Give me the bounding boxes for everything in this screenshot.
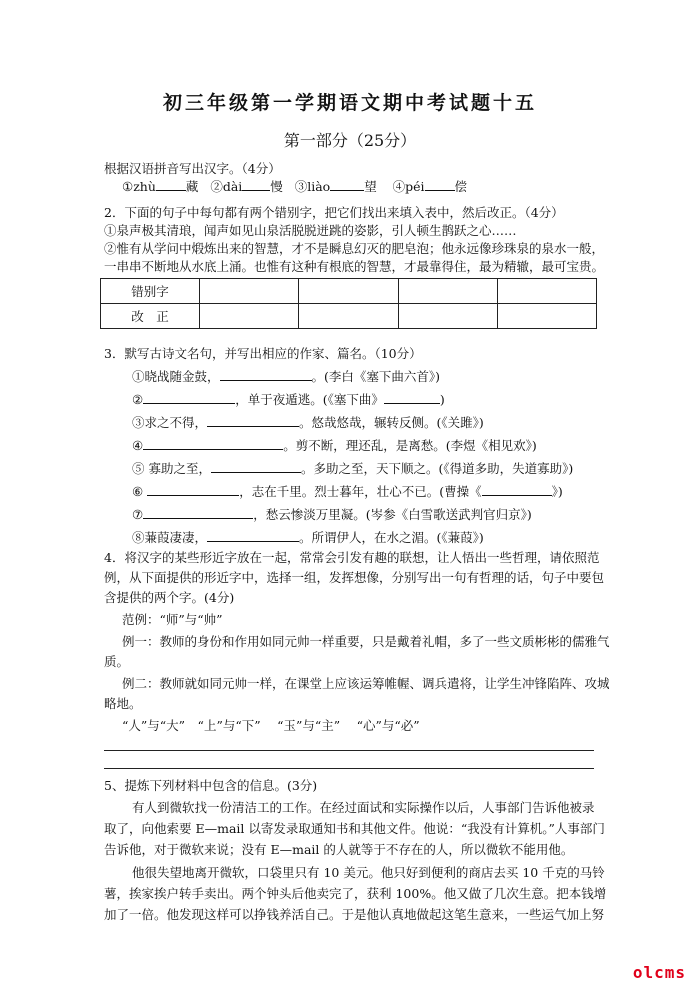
q1-item-1-pinyin: ①zhù	[122, 179, 156, 194]
q3-line-6	[132, 483, 632, 501]
q5-para-2-line-3: 加了一倍。他发现这样可以挣钱养活自己。于是他认真地做起这笔生意来，一些运气加上努	[104, 907, 605, 922]
q3-blank-5[interactable]	[211, 460, 301, 473]
q4-char-pairs: “人”与“大” “上”与“下” “玉”与“主” “心”与“必”	[122, 718, 420, 733]
q1-item-4-char: 偿	[454, 179, 468, 194]
table-header-wrong: 错别字	[101, 279, 200, 304]
q1-item-4-pinyin: ④péi	[392, 179, 425, 194]
q3-line-2-text: ，单于夜遁逃。(《塞下曲》	[235, 392, 384, 407]
q3-blank-4[interactable]	[143, 437, 283, 450]
q4-prompt-2: 例，从下面提供的形近字中，选择一组，发挥想像，分别写出一句有哲理的话，句子中要包	[104, 570, 605, 585]
q1-blank-3[interactable]	[330, 178, 364, 191]
q4-example-1-cont: 质。	[104, 654, 130, 669]
page-title: 初三年级第一学期语文期中考试题十五	[162, 92, 537, 114]
q3-line-1	[132, 368, 632, 386]
q3-line-5-text: ⑤ 寡助之至，	[132, 461, 211, 476]
q3-line-8-text: ⑧蒹葭凄凄，	[132, 530, 208, 545]
q3-line-2-num: ②	[132, 392, 144, 407]
q5-para-1-line-2: 取了，向他索要 E—mail 以寄发录取通知书和其他文件。他说：“我没有计算机。”人事部门	[104, 821, 605, 836]
table-cell[interactable]	[497, 279, 596, 304]
q3-line-4-num: ④	[132, 438, 144, 453]
q3-line-2-end: )	[439, 392, 445, 407]
q3-line-7-num: ⑦	[132, 507, 144, 522]
q4-sample-label: 范例：“师”与“帅”	[122, 612, 223, 627]
q5-prompt: 5、提炼下列材料中包含的信息。(3分)	[104, 778, 318, 793]
q3-line-3-text: ③求之不得，	[132, 415, 208, 430]
q3-line-3-source: 。悠哉悠哉，辗转反侧。(《关雎》)	[299, 415, 484, 430]
q3-blank-7[interactable]	[143, 506, 253, 519]
q3-line-4	[132, 437, 632, 455]
q2-prompt: 2．下面的句子中每句都有两个错别字，把它们找出来填入表中，然后改正。（4分）	[104, 205, 564, 220]
q3-line-1-source: 。(李白《塞下曲六首》)	[311, 369, 441, 384]
q2-sentence-2: ②惟有从学问中煅炼出来的智慧，才不是瞬息幻灭的肥皂泡；他永远像珍珠泉的泉水一般，	[104, 241, 605, 256]
q1-items	[122, 178, 622, 196]
q3-line-6-text: ，志在千里。烈士暮年，壮心不已。(曹操《	[239, 484, 482, 499]
table-cell[interactable]	[299, 279, 398, 304]
q3-line-8	[132, 529, 632, 547]
q3-blank-1[interactable]	[220, 368, 312, 381]
table-cell[interactable]	[497, 304, 596, 329]
q5-para-1-line-3: 告诉他，对于微软来说；没有 E—mail 的人就等于不存在的人，所以微软不能用他。	[104, 842, 574, 857]
table-header-correct: 改 正	[101, 304, 200, 329]
q3-blank-3[interactable]	[207, 414, 299, 427]
answer-line[interactable]	[104, 768, 594, 769]
q3-blank-6-title[interactable]	[482, 483, 552, 496]
q2-sentence-2-cont: 一串串不断地从水底上涌。也惟有这种有根底的智慧，才最靠得住，最为精辙，最可宝贵。	[104, 259, 605, 274]
q4-prompt-3: 含提供的两个字。(4分)	[104, 590, 235, 605]
q3-line-7-source: ，愁云惨淡万里凝。(岑参《白雪歌送武判官归京》)	[253, 507, 532, 522]
q5-para-1-line-1: 有人到微软找一份清洁工的工作。在经过面试和实际操作以后，人事部门告诉他被录	[132, 800, 595, 815]
q3-line-6-num: ⑥	[132, 484, 148, 499]
q3-line-3	[132, 414, 632, 432]
table-cell[interactable]	[200, 279, 299, 304]
q1-item-1-char: 藏	[185, 179, 199, 194]
q1-blank-2[interactable]	[242, 178, 270, 191]
table-cell[interactable]	[398, 279, 497, 304]
q5-para-2-line-1: 他很失望地离开微软，口袋里只有 10 美元。他只好到便利的商店去买 10 千克的马铃	[132, 865, 605, 880]
answer-line[interactable]	[104, 750, 594, 751]
q3-line-5	[132, 460, 632, 478]
q3-prompt: 3．默写古诗文名句，并写出相应的作家、篇名。（10分）	[104, 346, 422, 361]
q1-prompt: 根据汉语拼音写出汉字。（4分）	[104, 161, 281, 176]
q3-blank-2-author[interactable]	[384, 391, 440, 404]
part-heading: 第一部分（25分）	[283, 131, 417, 150]
q4-example-2-cont: 略地。	[104, 696, 142, 711]
table-row	[101, 304, 597, 329]
q3-line-4-source: 。剪不断，理还乱，是离愁。(李煜《相见欢》)	[283, 438, 537, 453]
q3-line-5-source: 。多助之至，天下顺之。(《得道多助，失道寡助》)	[300, 461, 574, 476]
correction-table	[100, 278, 597, 329]
q1-item-2-char: 慢	[270, 179, 283, 194]
q3-line-6-end: 》)	[551, 484, 563, 499]
q3-line-8-source: 。所谓伊人，在水之湄。(《蒹葭》)	[299, 530, 484, 545]
table-cell[interactable]	[299, 304, 398, 329]
q5-para-2-line-2: 薯，挨家挨户转手卖出。两个钟头后他卖完了，获利 100%。他又做了几次生意。把本钱增	[104, 886, 607, 901]
watermark-text: olcms	[632, 963, 686, 982]
q2-sentence-1: ①泉声极其清琅，闻声如见山泉活脱脱迸跳的姿影，引人顿生鹊跃之心……	[104, 223, 517, 238]
q3-blank-2[interactable]	[143, 391, 235, 404]
q4-prompt-1: 4．将汉字的某些形近字放在一起，常常会引发有趣的联想，让人悟出一些哲理，请依照范	[104, 550, 600, 565]
q3-line-7	[132, 506, 632, 524]
q3-blank-6[interactable]	[147, 483, 239, 496]
q1-item-2-pinyin: ②dài	[210, 179, 243, 194]
table-row	[101, 279, 597, 304]
table-cell[interactable]	[398, 304, 497, 329]
q3-line-1-text: ①晓战随金鼓，	[132, 369, 220, 384]
q3-line-2	[132, 391, 632, 409]
q1-blank-4[interactable]	[425, 178, 455, 191]
q3-blank-8[interactable]	[207, 529, 299, 542]
table-cell[interactable]	[200, 304, 299, 329]
q1-item-3-pinyin: ③liào	[294, 179, 331, 194]
q1-blank-1[interactable]	[156, 178, 186, 191]
q1-item-3-char: 望	[364, 179, 377, 194]
q4-example-1: 例一：教师的身份和作用如同元帅一样重要，只是戴着礼帽，多了一些文质彬彬的儒雅气	[122, 634, 610, 649]
q4-example-2: 例二：教师就如同元帅一样，在课堂上应该运筹帷幄、调兵遣将，让学生冲锋陷阵、攻城	[122, 676, 610, 691]
